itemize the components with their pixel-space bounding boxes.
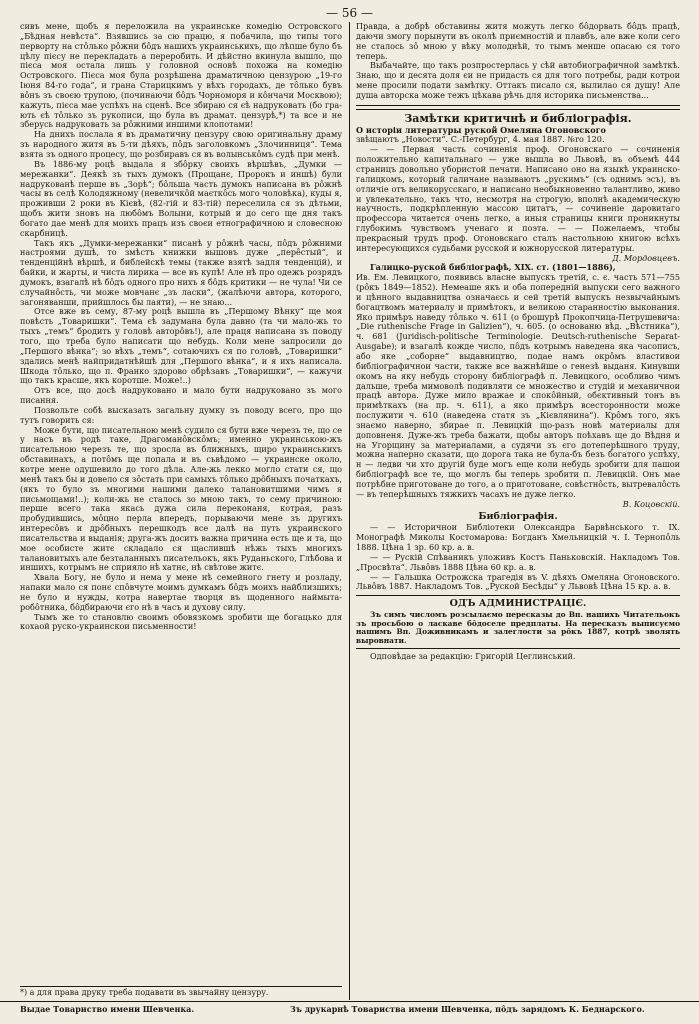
paragraph: Тымъ же то становлю своимъ обовязкомъ зробити ще богацько для кохаой руско-украинскои письменности! — [20, 611, 342, 632]
bibliography-item: — — Гальшка Острожска трагедія въ V. дѣяхъ Омеляна Огоновского. Львôвъ 1887. Накладомъ Тов. „Руской Бесѣды“ у Львовѣ Цѣна 15 кр. а. в. — [356, 571, 680, 592]
admin-title: ОДЪ АДМИНИСТРАЦІЄ. — [449, 598, 587, 610]
divider — [356, 105, 680, 110]
admin-text: Зъ симъ числомъ розсылаємо пересказы до Вп. нашихъ Читательокъ зъ просьбою о ласкаве бôдоселе предплаты. На пересказъ выписуємо нашимъ Вп. Доживникамъ и залеглости за рôкъ 1887, котрѣ зволять выровнати. — [356, 610, 680, 645]
footer-rule — [0, 1001, 699, 1002]
left-column — [20, 22, 342, 632]
signature: Д. Мордовцевъ. — [612, 252, 680, 263]
paragraph: Хвала Богу, не було и нема у мене нѣ семейного гнету и розладу, напаки мало ся понє спôвчуте моимъ думкамъ бôдъ моихъ найблизшихъ; не було и нужды, котра навертае творця въ щоденного наймыта-робôтника, бôдбираючи єго нѣ в часъ и духову силу. — [20, 572, 342, 612]
paragraph: Выбачайте, що такъ розпростерлась у сѣй автобиографичной замѣткѣ. Знаю, що и десята доля єи не придасть ся для того потребы, ради котрои мене просили подати замѣтку. Оттакъ писало ся, вылилао ся душу! Але душа авторска може тежъ цѣкава рѣчь для историка письменства... — [356, 60, 680, 100]
galician-title: Галицко-руской библіографѣ, XIX. ст. (1801—1886), — [370, 262, 616, 273]
paragraph: Правда, а добрѣ обставины житя можуть легко бôдорвать бôдъ працѣ, даючи змогу порынути въ околѣ приємностій и плавбъ, але вже коли сего не сталось зô мною у вѣку молоднѣй, то тымъ менше опасаю ся того теперь. — [356, 21, 680, 61]
history-text: — — Первая часть сочиненія проф. Огоновскаго — сочиненія положительно капитальнаго — уже вышла во Львовѣ, въ объемѣ 444 страницъ довольно убористой печати. Написано оно на языкѣ украинско-галицкомъ, который галичане называютъ „рускимъ“ (съ однимъ эсъ), въ отличіе отъ великорусскаго, и написано необыкновенно талантливо, живо и увлекательно, такъ что, несмотря на строгую, вполнѣ академическую научность, подкрѣпленную массою цитатъ, — сочиненіе даровитаго профессора читается очень легко, а иныя страницы книги проникнуты глубокимъ чувствомъ ученаго и поэта. — — Пожелаемъ, чтобы прекрасный трудъ проф. Огоновскаго сталъ настольною книгою всѣхъ интересующихся судьбами русской и южнорусской литературы. — [356, 144, 680, 253]
bibliography-title: Библіографія. — [478, 510, 558, 522]
paragraph: Отсе вже въ сему, 87-му роцѣ вышла въ „Першому Вѣнку“ ще моя повѣсть „Товаришки“. Тема єѣ задумана була давно (та чи мало-жь то тыхъ „темъ“ бродить у головѣ авторôвъ!), але праця написана зъ поводу того, що треба було написати що небудь. Коли мене запросили до „Першого вѣнка“; зо вѣхъ „темъ“, сотаючихъ ся по головѣ, „Товаришки“ здались менѣ найпридатнѣйшѣ для „Першого вѣнка“, и я ихъ написала. Шкода тôлько, що п. Франко здорово обрѣзавъ „Товаришки“, — кажучи що такъ красше, якъ коротше. Може!..) — [20, 306, 342, 386]
bibliography-item: — — Историчнои Библіотеки Олександра Барвѣнського т. ІX. Монографѣ Миколы Костомарова: Богданъ Хмельницкій ч. І. Тернопôль 1888. Цѣна 1 зр. 60 кр. а. в. — [356, 522, 680, 553]
paragraph: Отъ все, що досѣ надруковано и мало бути надруковано зъ мого писання. — [20, 385, 342, 406]
section-title: Замѣтки критичнѣ и библіографія. — [404, 111, 632, 125]
galician-text: Ив. Ем. Левицкого, появивсь власне выпускъ третій, с. є. часть 571—755 (рôкъ 1849—1852). Немеаше якъ и оба попередній выпуски сего важного и цѣнного выдавництва означаєсь и сей третій выпускъ незвычайнымъ богацтвомъ материалу и примѣтокъ, и великою старанностію выконания. Яко примѣръ наведу тôлько ч. 611 (о брошурѣ Прокопчица-Петрушевича: „Die ruthenische Frage in Galizien“), ч. 605. (о основаню вѣд. „Вѣстника“), ч. 681 (Juridisch-politische Terminologie. Deutsch-ruthenische Separat-Ausgabe); и взагалѣ кожде число, пôдъ котрымъ наведена яка часописъ, або яке „соборне“ выдавництво, подае намъ окрôмъ властивои библіографичнои части, также все важнѣйше о генезѣ выданя. Кинувши окомъ на яку небудь сторону библіографѣ п. Левицкого, особливо чимъ дальше, треба мимоволѣ подивляти се множество и студій и механичнои працѣ автора. Дуже мило вражае и спокôйный, обєктивный тонъ въ примѣткахъ (на пр. ч. 611), а яко примѣръ всесторонности може послужити ч. 610 (наведена статя зъ „Кієвлянина“). Крôмъ того, якъ знаємо наверно, збирае п. Левицкій що-разъ новѣ материалы для доповненя. Дуже-жъ треба бажати, щобы авторъ поѣхавъ ще до Вѣдня и на Угорщину за материалами, а судячи зъ єго дотеперѣшного труду, можна наперно сказати, що дорога така не була-бъ безъ богатого успѣху, н — ледви чи хто другій буде могъ еще коли небудь зробити для пашои библіографѣ все те, що моглъ бы теперь зробити п. Левицкій. Онъ мае потрѣбне приготоване до того, а о приготоване, совѣстнôсть, вытревалôсть — въ теперѣшныхъ тяжкихъ часахъ не дуже легко. — [356, 272, 680, 499]
paragraph: На днихъ послала я въ драматичну цензуру свою оригинальну драму зъ народного житя въ 5-ти дѣяхъ, пôдъ заголовкомъ „Злочинниця“. Тема взята зъ одного процесу, що розбиравъ ся въ волынськôмъ судѣ при менѣ. — [20, 129, 342, 159]
signature: В. Коцовскій. — [622, 498, 680, 509]
divider — [356, 648, 680, 649]
divider — [356, 595, 680, 596]
footnote: *) а для права друку треба подавати въ звычайну цензуру. — [20, 986, 342, 997]
paragraph: Може бути, що писательною менѣ судило ся бути вже черезъ те, що се у насъ въ родѣ таке, Драгоманôвскôмъ; именно украинською-жъ писательною черезъ те, що зросла въ ближныхъ, щиро украинськихъ обставинахъ, а потôмъ ще попала и въ сьвѣдомо — украинске около, котре мене одушевило до того дѣла. Але-жь лекко могло стати ся, що менѣ такъ бы и довело ся зôстать при самыхъ тôлько дрôбныхъ початкахъ, (якъ то було зъ многими нашими далеко талановитшими чимъ я письмощами!..); коли-жь не сталось зо мною такъ, то сему причиною: перше всего така якась дужа сила переконаня, котрая, разъ пробудившись, мôцно перла впередъ, порываючи мене зъ другихъ интересôвъ и дрôбныхъ перешкодъ все далѣ на путь украинского писательства и выданія; друга-жъ досить важна причина есть ще и та, що мое особисте житє складало ся щаслившѣ нѣжь тыхъ многихъ талановитыхъ але безталанныхъ писательокъ, якъ Руданьского, Глѣбова и иншихъ, котрымъ не сприяло нѣ хатнє, нѣ свѣтове житє. — [20, 424, 342, 573]
footer-printer: Зъ друкарнѣ Товариства имени Шевченка, пôдъ зарядомъ К. Беднарского. — [290, 1004, 645, 1014]
paragraph: Въ 1886-му роцѣ выдала я збôрку своихъ вѣршѣвъ, „Думки — мережанки“. Деякѣ зъ тыхъ думокъ (Прощанє, Пророкъ и иншѣ) були надрукованѣ перше въ „Зорѣ“; бôльша часть думокъ написана въ рôжнѣ часы въ селѣ Колодяжному (невеличкôй маєткôсь мого чоловѣка), куды я, проживши 2 роки въ Кієвѣ, (82-гiй и 83-тiй) переселила ся зъ дѣтьми, щобъ жити зновъ на любôмъ Волыни, котрый и до сего ще дня такъ богато дае менѣ для моихъ працъ изъ своєи етнографичною и словесною скарбницѣ. — [20, 158, 342, 238]
bibliography-item: — — Рускій Спѣваникъ уложивъ Костъ Паньковскій. Накладомъ Тов. „Просвѣта“. Львôвъ 1888 Цѣна 60 кр. а. в. — [356, 551, 680, 572]
page-number: — 56 — — [326, 6, 373, 20]
history-title: О исторіи литературы руской Омеляна Огоновского — [356, 124, 606, 135]
editor-line: Одповѣдае за редакцію: Григорій Цеглинський. — [370, 651, 576, 662]
paragraph: Позвольте собѣ высказать загальну думку зъ поводу всего, про що тутъ говорить ся: — [20, 404, 342, 425]
history-intro: звѣщаютъ „Новости“. С.-Петербург, 4. мая 1887. №ro 120. — [356, 134, 605, 145]
paragraph: сивъ мене, щобъ я переложила на украинське комедію Островского „Бѣдная невѣста“. Взявшись за сю працю, я побачила, що типы того перворту на стôлько рôжни бôдъ нашихъ украинськихъ, що лѣпше було бъ цѣлу пієсу не перекладать а переробить. И дѣйстно вкинула вышло, що пієса моя остала лишь у головной основѣ похожа на комедію Островского. Пієса моя була розрѣшена драматичною цензурою „19-го Іюня 84-го года“, и грана Старицкимъ у вѣхъ городахъ, де тôлько бувъ вôнъ зъ своєю трупою, (починаючи бôдъ Чорноморя и кôнчачи Москвою); кажуть, пієса мае успѣхъ на сценѣ. Все збираю ся єѣ надруковать (бо гра-ють єѣ тôлько зъ рукописи, що була въ драмат. цензурѣ,*) та все и не зберусь надруковать за рôжними иншими клопотами! — [20, 21, 342, 130]
footer-publisher: Выдае Товариство имени Шевченка. — [20, 1004, 195, 1014]
column-divider — [349, 22, 350, 1000]
paragraph: Такъ якъ „Думки-мережанки“ писанѣ у рôжнѣ часы, пôдъ рôжними настроями душѣ, то змѣстъ книжки вышовъ дуже „перêстый“, и тенденційнѣ вѣршѣ, и библейскѣ темы (также взятѣ задля тенденцій), и байки, и жарты, и чиста лирика — все въ купѣ! Але нѣ про одежъ розрядъ думокъ, взагалѣ нѣ бôдъ одного про нихъ я бôдъ критики — не чула! Чи се случайнôсть, чи може мовчанє „зъ ласки“, (жалѣючи автора, которого, загоняванши, прийшлось бы лаяти), — не знаю... — [20, 237, 342, 307]
right-column — [356, 22, 680, 662]
